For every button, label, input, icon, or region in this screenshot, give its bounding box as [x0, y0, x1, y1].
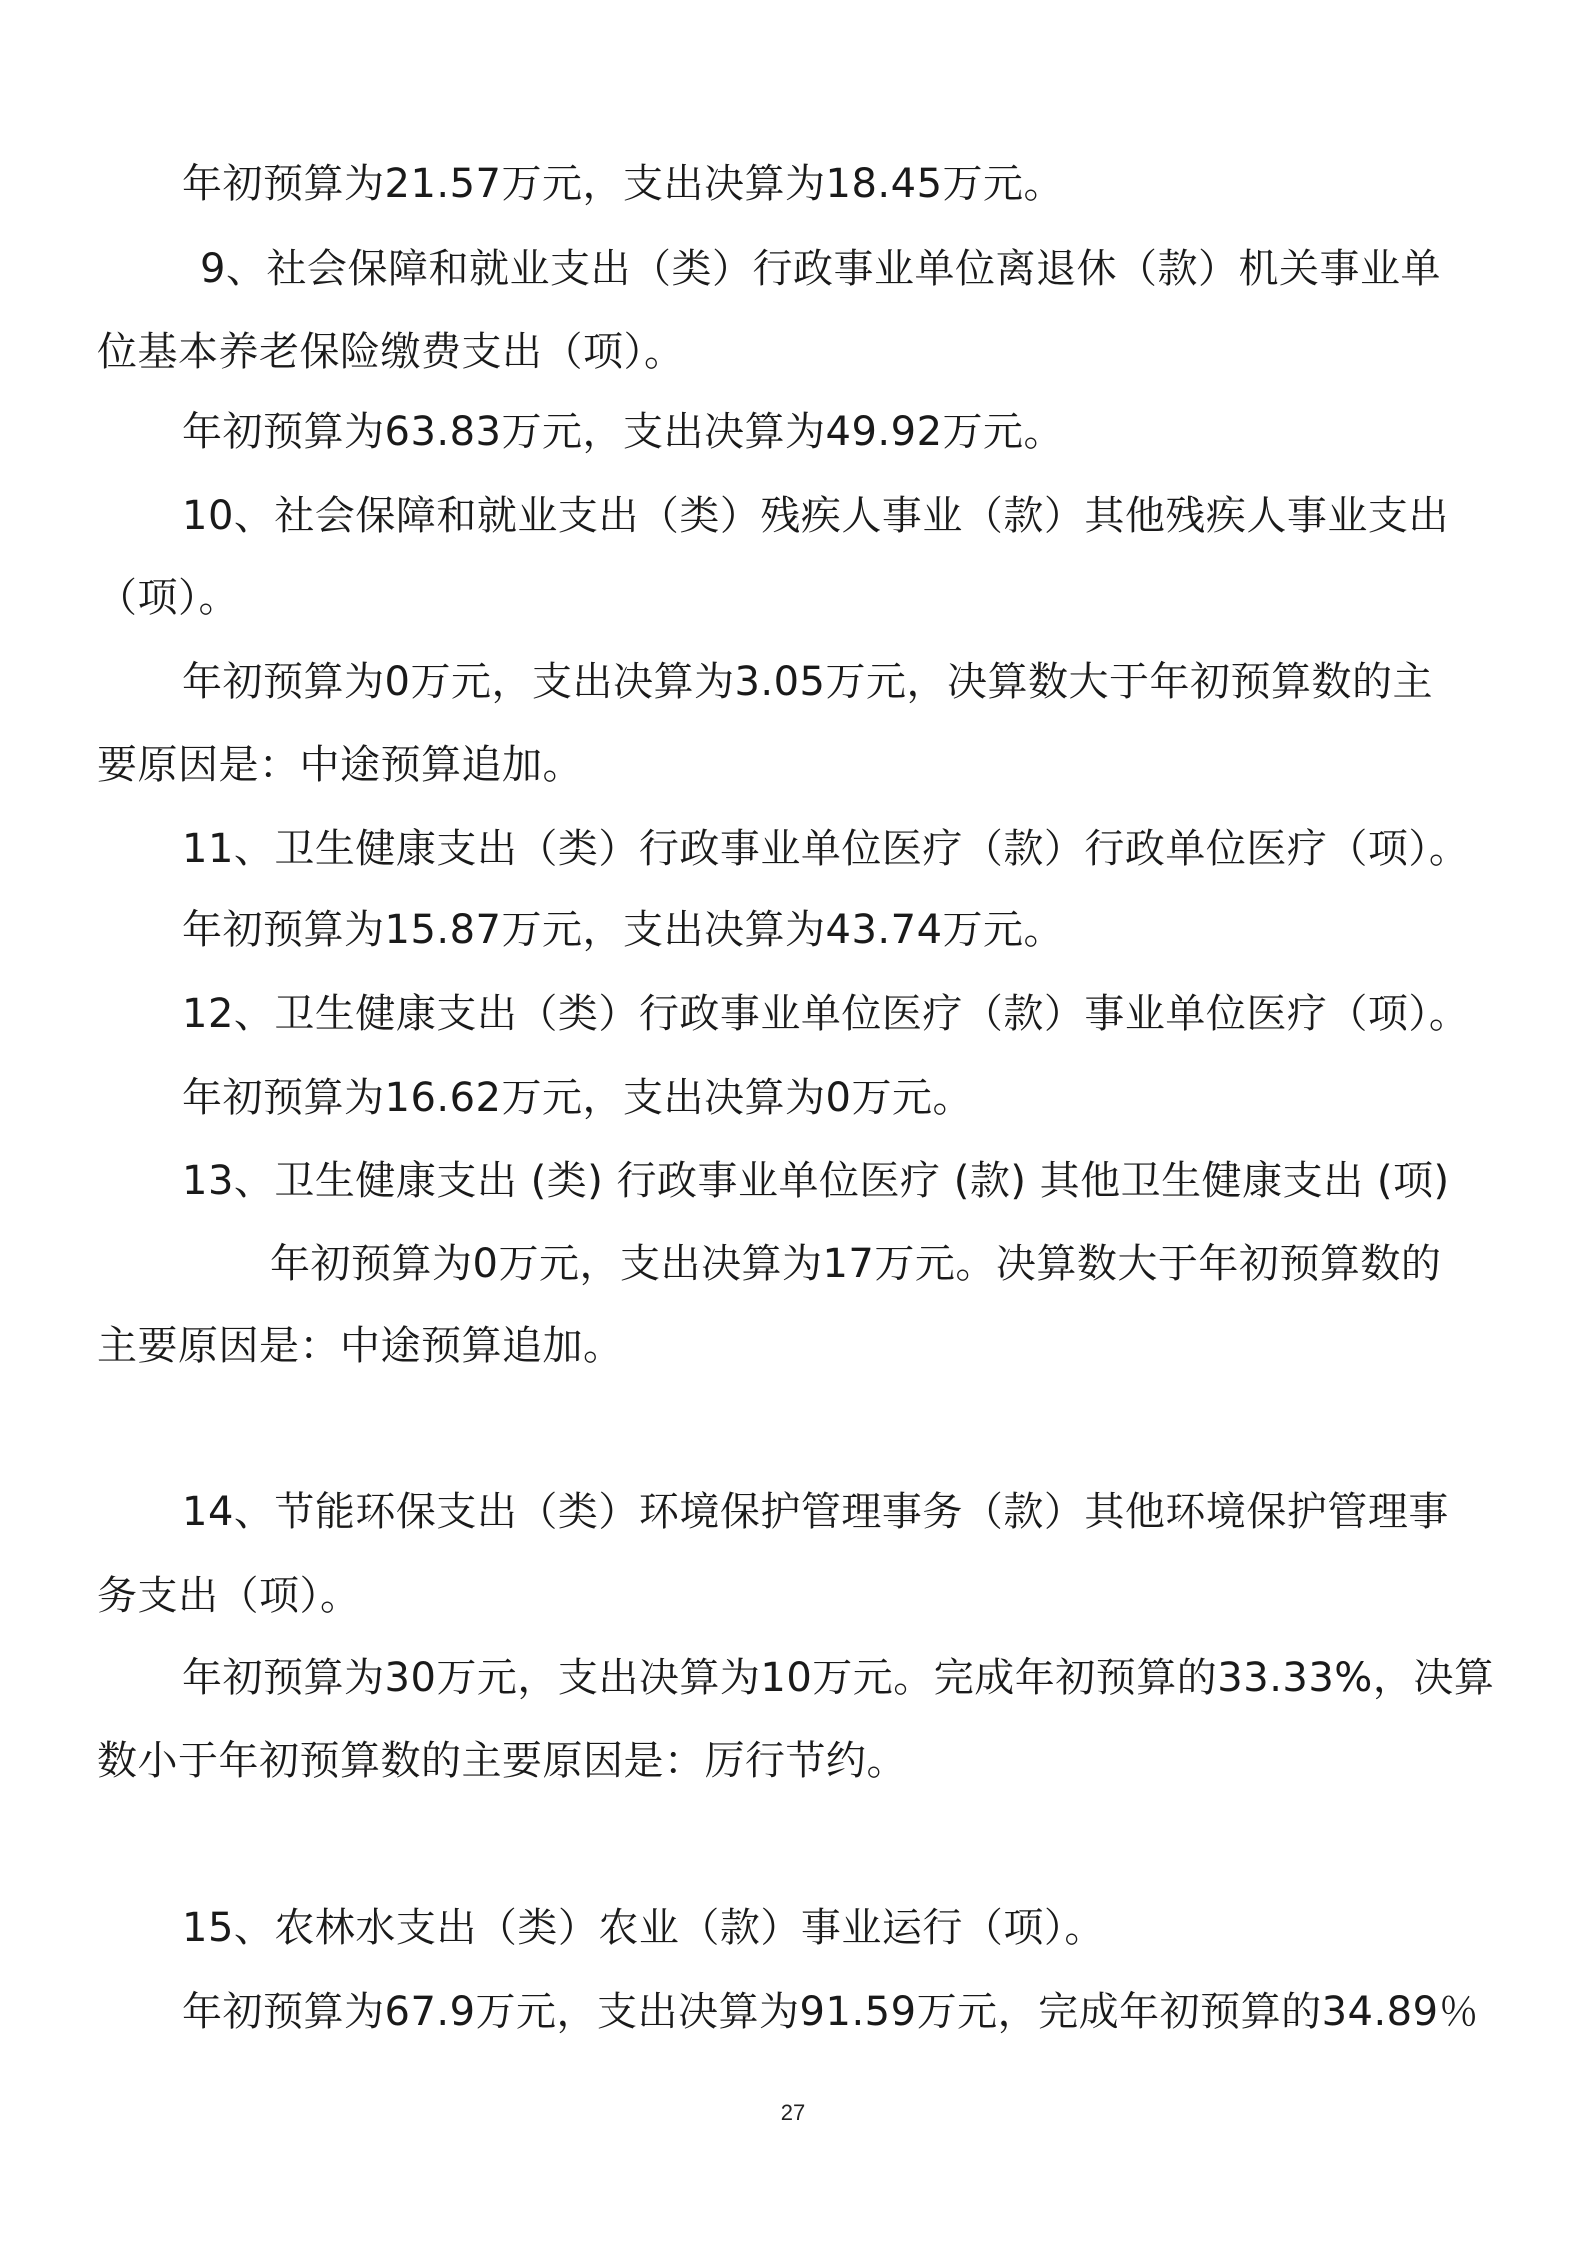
paragraph-line: 务支出（项）。 [97, 1573, 361, 1619]
paragraph-line: 年初预算为0万元，支出决算为3.05万元，决算数大于年初预算数的主 [182, 659, 1434, 705]
paragraph-line: 数小于年初预算数的主要原因是：厉行节约。 [97, 1738, 907, 1784]
paragraph-line: 15、农林水支出（类）农业（款）事业运行（项）。 [182, 1905, 1105, 1951]
paragraph-line: 11、卫生健康支出（类）行政事业单位医疗（款）行政单位医疗（项）。 [182, 826, 1470, 872]
paragraph-line: 年初预算为21.57万元，支出决算为18.45万元。 [182, 161, 1065, 207]
paragraph-line: 14、节能环保支出（类）环境保护管理事务（款）其他环境保护管理事 [182, 1489, 1449, 1535]
paragraph-line: 12、卫生健康支出（类）行政事业单位医疗（款）事业单位医疗（项）。 [182, 991, 1470, 1037]
paragraph-line: 10、社会保障和就业支出（类）残疾人事业（款）其他残疾人事业支出 [182, 493, 1449, 539]
paragraph-line: （项）。 [97, 575, 239, 621]
paragraph-line: 年初预算为0万元，支出决算为17万元。决算数大于年初预算数的 [270, 1241, 1442, 1287]
paragraph-line: 位基本养老保险缴费支出（项）。 [97, 329, 685, 375]
paragraph-line: 年初预算为15.87万元，支出决算为43.74万元。 [182, 907, 1065, 953]
paragraph-line: 年初预算为67.9万元，支出决算为91.59万元，完成年初预算的34.89％ [182, 1989, 1480, 2035]
paragraph-line: 13、卫生健康支出 (类) 行政事业单位医疗 (款) 其他卫生健康支出 (项) [182, 1158, 1450, 1204]
paragraph-line: 年初预算为16.62万元，支出决算为0万元。 [182, 1075, 973, 1121]
paragraph-line: 9、社会保障和就业支出（类）行政事业单位离退休（款）机关事业单 [200, 246, 1441, 292]
paragraph-line: 要原因是：中途预算追加。 [97, 742, 583, 788]
paragraph-line: 年初预算为63.83万元，支出决算为49.92万元。 [182, 409, 1065, 455]
paragraph-line: 主要原因是：中途预算追加。 [97, 1323, 624, 1369]
paragraph-line: 年初预算为30万元，支出决算为10万元。完成年初预算的33.33%，决算 [182, 1655, 1495, 1701]
page-number: 27 [780, 2100, 806, 2125]
